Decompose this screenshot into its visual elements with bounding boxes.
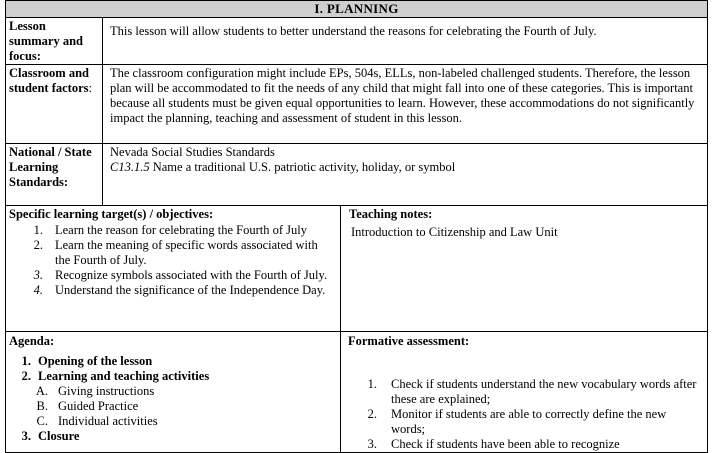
list-item-number: 4. — [33, 283, 43, 297]
list-item-text: Check if students understand the new vocabulary words after these are explained; — [391, 377, 697, 406]
formative-assessment-cell — [341, 332, 708, 453]
list-item — [9, 429, 336, 444]
list-item-text: Giving instructions — [58, 384, 155, 398]
list-item-number: 2. — [367, 407, 377, 421]
list-item — [9, 369, 336, 384]
formative-assessment-list — [348, 377, 703, 452]
list-item-text: Understand the significance of the Independence Day. — [55, 283, 326, 297]
list-item — [9, 414, 336, 429]
list-item-text: Closure — [38, 429, 80, 443]
list-item-number: 3. — [21, 429, 31, 443]
list-item-text: Opening of the lesson — [38, 354, 153, 368]
standards-line-2 — [110, 160, 701, 175]
list-item-letter: B. — [36, 399, 48, 413]
section-title: I. PLANNING — [6, 1, 708, 18]
classroom-factors-text: The classroom configuration might include EPs, 504s, ELLs, non-labeled challenged students. Therefore, the lesson plan will be accommodated to fit the needs of any child that might fall into one of these categories. This is important because all students must be given equal opportunities to learn. However, these accommodations do not significantly impact the planning, teaching and assessment of student in this lesson. — [103, 65, 708, 144]
lesson-summary-label: Lesson summary and focus: — [6, 18, 103, 65]
list-item-text: Learn the meaning of specific words associated with the Fourth of July. — [55, 238, 318, 267]
list-item-number: 3. — [367, 437, 377, 451]
classroom-factors-label — [6, 65, 103, 144]
standard-code: C13.1.5 — [110, 160, 150, 174]
list-item-letter: C. — [36, 414, 48, 428]
lesson-summary-row — [6, 18, 708, 65]
agenda-heading: Agenda: — [9, 334, 55, 348]
lesson-plan-page — [5, 0, 707, 451]
list-item — [9, 283, 336, 298]
objectives-row — [6, 206, 708, 332]
section-header-row — [6, 1, 708, 18]
list-item-number: 2. — [33, 238, 43, 252]
standard-description: Name a traditional U.S. patriotic activity, holiday, or symbol — [149, 160, 456, 174]
formative-assessment-heading: Formative assessment: — [348, 334, 470, 348]
teaching-notes-text: Introduction to Citizenship and Law Unit — [351, 225, 558, 239]
agenda-row — [6, 332, 708, 453]
list-item-letter: A. — [35, 384, 48, 398]
list-item — [9, 238, 336, 268]
list-item — [348, 407, 703, 437]
list-item-number: 3. — [33, 268, 43, 282]
standards-row — [6, 144, 708, 206]
teaching-notes-cell — [341, 206, 708, 332]
list-item-text: Learn the reason for celebrating the Fourth of July — [55, 223, 307, 237]
list-item-number: 2. — [21, 369, 31, 383]
agenda-list — [9, 354, 336, 444]
planning-table — [5, 0, 708, 453]
list-item-number: 1. — [21, 354, 31, 368]
list-item — [348, 377, 703, 407]
agenda-cell — [6, 332, 341, 453]
list-item — [348, 437, 703, 452]
list-item — [9, 354, 336, 369]
standards-label: National / State Learning Standards: — [6, 144, 103, 206]
list-item — [9, 268, 336, 283]
list-item-number: 1. — [33, 223, 43, 237]
teaching-notes-heading: Teaching notes: — [349, 207, 433, 221]
objectives-list — [9, 223, 336, 298]
list-item-number: 1. — [367, 377, 377, 391]
classroom-factors-label-text: Classroom and student factors — [9, 66, 89, 95]
list-item — [9, 384, 336, 399]
list-item-text: Guided Practice — [58, 399, 139, 413]
standards-content — [103, 144, 708, 206]
list-item-text: Individual activities — [58, 414, 158, 428]
classroom-factors-label-colon: : — [88, 81, 92, 95]
list-item-text: Monitor if students are able to correctly define the new words; — [391, 407, 667, 436]
list-item — [9, 223, 336, 238]
objectives-cell — [6, 206, 341, 332]
list-item-text: Check if students have been able to recognize — [391, 437, 620, 451]
classroom-factors-row — [6, 65, 708, 144]
list-item-text: Recognize symbols associated with the Fourth of July. — [55, 268, 328, 282]
list-item-text: Learning and teaching activities — [38, 369, 210, 383]
lesson-summary-text: This lesson will allow students to better understand the reasons for celebrating the Fourth of July. — [103, 18, 708, 65]
objectives-heading: Specific learning target(s) / objectives: — [9, 207, 214, 221]
standards-line-1: Nevada Social Studies Standards — [110, 145, 275, 159]
list-item — [9, 399, 336, 414]
